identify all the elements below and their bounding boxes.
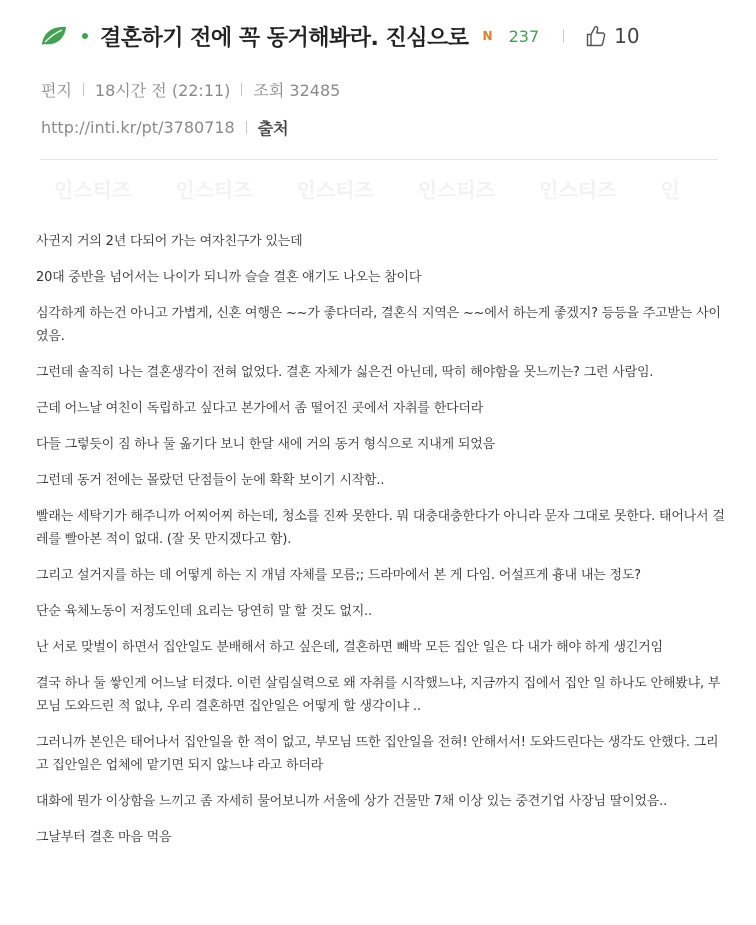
meta-separator bbox=[241, 83, 242, 96]
post-body bbox=[36, 230, 726, 862]
thumbs-up-icon[interactable] bbox=[586, 25, 606, 47]
body-paragraph: 근데 어느날 여친이 독립하고 싶다고 본가에서 좀 떨어진 곳에서 자취를 한다더라 bbox=[36, 401, 484, 416]
header-divider bbox=[40, 159, 718, 160]
like-count: 10 bbox=[614, 24, 640, 48]
watermark bbox=[54, 174, 754, 206]
body-paragraph: 그날부터 결혼 마음 먹음 bbox=[36, 830, 172, 845]
post-url[interactable]: http://inti.kr/pt/3780718 bbox=[41, 118, 235, 137]
url-separator bbox=[246, 121, 247, 134]
view-count: 조회 32485 bbox=[253, 81, 341, 100]
post-url-line bbox=[41, 116, 289, 139]
watermark-text: 인스티즈 bbox=[54, 178, 132, 202]
leaf-icon bbox=[40, 25, 68, 47]
watermark-text: 인스티즈 bbox=[175, 178, 253, 202]
watermark-text: 인스티즈 bbox=[417, 178, 496, 202]
header-separator bbox=[563, 29, 564, 43]
watermark-text: 인스티즈 bbox=[539, 178, 617, 202]
body-paragraph: 난 서로 맞벌이 하면서 집안일도 분배해서 하고 싶은데, 결혼하면 빼박 모든 집안 일은 다 내가 해야 하게 생긴거임 bbox=[36, 640, 663, 655]
meta-separator bbox=[83, 83, 84, 96]
watermark-text: 인스티즈 bbox=[296, 178, 374, 202]
post-header bbox=[40, 18, 730, 54]
new-badge: N bbox=[482, 29, 493, 43]
body-paragraph: 심각하게 하는건 아니고 가볍게, 신혼 여행은 ~~가 좋다더라, 결혼식 지역은 ~~에서 하는게 좋겠지? 등등을 주고받는 사이였음. bbox=[36, 306, 721, 344]
post-time: 18시간 전 (22:11) bbox=[94, 81, 231, 100]
body-paragraph: 대화에 뭔가 이상함을 느끼고 좀 자세히 물어보니까 서울에 상가 건물만 7채 이상 있는 중견기업 사장님 딸이었음.. bbox=[36, 794, 668, 809]
comment-count[interactable]: 237 bbox=[508, 26, 540, 46]
post-meta bbox=[41, 78, 340, 101]
body-paragraph: 사귄지 거의 2년 다되어 가는 여자친구가 있는데 bbox=[36, 234, 303, 249]
watermark-text: 인 bbox=[660, 178, 680, 202]
body-paragraph: 결국 하나 둘 쌓인게 어느날 터졌다. 이런 살림실력으로 왜 자취를 시작했느냐, 지금까지 집에서 집안 일 하나도 안해봤냐, 부모님 도와드린 적 없냐, 우리 결혼하면 집안일은 어떻게 할 생각이냐 .. bbox=[36, 676, 721, 714]
category-label[interactable]: 편지 bbox=[41, 81, 72, 100]
post-title: 결혼하기 전에 꼭 동거해봐라. 진심으로 bbox=[100, 25, 469, 51]
body-paragraph: 그리고 설거지를 하는 데 어떻게 하는 지 개념 자체를 모름;; 드라마에서 본 게 다임. 어설프게 흉내 내는 정도? bbox=[36, 568, 641, 583]
body-paragraph: 20대 중반을 넘어서는 나이가 되니까 슬슬 결혼 얘기도 나오는 참이다 bbox=[36, 270, 422, 285]
source-link[interactable]: 출처 bbox=[257, 119, 289, 138]
body-paragraph: 단순 육체노동이 저정도인데 요리는 당연히 말 할 것도 없지.. bbox=[36, 604, 372, 619]
bullet-dot bbox=[82, 33, 88, 39]
body-paragraph: 다들 그렇듯이 짐 하나 둘 옮기다 보니 한달 새에 거의 동거 형식으로 지내게 되었음 bbox=[36, 437, 495, 452]
body-paragraph: 그런데 동거 전에는 몰랐던 단점들이 눈에 확확 보이기 시작함.. bbox=[36, 473, 385, 488]
body-paragraph: 그러니까 본인은 태어나서 집안일을 한 적이 없고, 부모님 뜨한 집안일을 전혀! 안해서서! 도와드린다는 생각도 안했다. 그리고 집안일은 업체에 맡기면 되지 않느냐 라고 하더라 bbox=[36, 735, 719, 773]
body-paragraph: 빨래는 세탁기가 해주니까 어찌어찌 하는데, 청소를 진짜 못한다. 뭐 대충대충한다가 아니라 문자 그대로 못한다. 태어나서 걸레를 빨아본 적이 없대. (잘 못 만지겠다고 함). bbox=[36, 509, 725, 547]
body-paragraph: 그런데 솔직히 나는 결혼생각이 전혀 없었다. 결혼 자체가 싫은건 아닌데, 딱히 해야함을 못느끼는? 그런 사람임. bbox=[36, 365, 654, 380]
